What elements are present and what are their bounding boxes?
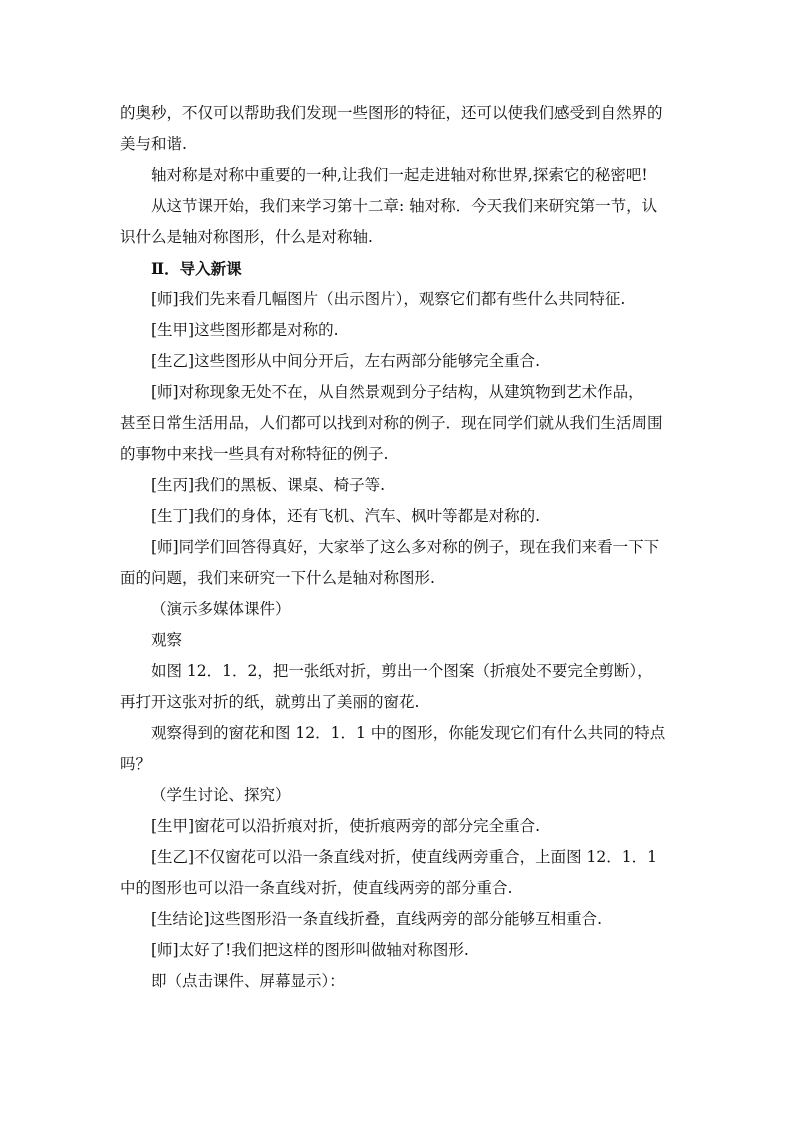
text-line: 如图 12．1．2，把一张纸对折，剪出一个图案（折痕处不要完全剪断），: [151, 662, 653, 680]
text-line: 识什么是轴对称图形，什么是对称轴.: [120, 228, 373, 246]
text-line: [师]同学们回答得真好，大家举了这么多对称的例子，现在我们来看一下下: [151, 538, 660, 556]
text-line: [师]对称现象无处不在，从自然景观到分子结构，从建筑物到艺术作品，: [151, 383, 644, 401]
text-line: [生丙]我们的黑板、课桌、椅子等.: [151, 476, 386, 494]
text-line: 甚至日常生活用品，人们都可以找到对称的例子．现在同学们就从我们生活周围: [120, 414, 663, 432]
text-line: 从这节课开始，我们来学习第十二章: 轴对称．今天我们来研究第一节，认: [151, 197, 658, 215]
text-line: [生甲]这些图形都是对称的.: [151, 321, 339, 339]
text-line: 的事物中来找一些具有对称特征的例子.: [120, 445, 389, 463]
text-line: 面的问题，我们来研究一下什么是轴对称图形.: [120, 569, 435, 587]
section-heading: Ⅱ．导入新课: [151, 259, 242, 278]
text-line: 美与和谐.: [120, 135, 187, 153]
text-line: [生结论]这些图形沿一条直线折叠，直线两旁的部分能够互相重合.: [151, 910, 603, 928]
text-line: 中的图形也可以沿一条直线对折，使直线两旁的部分重合.: [120, 879, 513, 897]
text-line: 轴对称是对称中重要的一种,让我们一起走进轴对称世界,探索它的秘密吧!: [151, 166, 648, 184]
text-line: （学生讨论、探究）: [151, 786, 291, 804]
document-body: [120, 98, 676, 997]
text-line: [生乙]这些图形从中间分开后，左右两部分能够完全重合.: [151, 352, 541, 370]
text-line: [师]太好了!我们把这样的图形叫做轴对称图形.: [151, 941, 469, 959]
text-line: 即（点击课件、屏幕显示）：: [151, 972, 345, 990]
text-line: [生丁]我们的身体，还有飞机、汽车、枫叶等都是对称的.: [151, 507, 541, 525]
text-line: （演示多媒体课件）: [151, 600, 291, 618]
text-line: 再打开这张对折的纸，就剪出了美丽的窗花.: [120, 693, 420, 711]
text-line: 观察: [151, 631, 183, 649]
text-line: [生甲]窗花可以沿折痕对折，使折痕两旁的部分完全重合.: [151, 817, 541, 835]
text-line: [师]我们先来看几幅图片（出示图片），观察它们都有些什么共同特征.: [151, 290, 626, 308]
text-line: [生乙]不仅窗花可以沿一条直线对折，使直线两旁重合，上面图 12．1．1: [151, 848, 657, 866]
text-line: 吗？: [120, 755, 152, 773]
text-line: 的奥秒，不仅可以帮助我们发现一些图形的特征，还可以使我们感受到自然界的: [120, 104, 663, 122]
text-line: 观察得到的窗花和图 12．1．1 中的图形，你能发现它们有什么共同的特点: [151, 724, 666, 742]
